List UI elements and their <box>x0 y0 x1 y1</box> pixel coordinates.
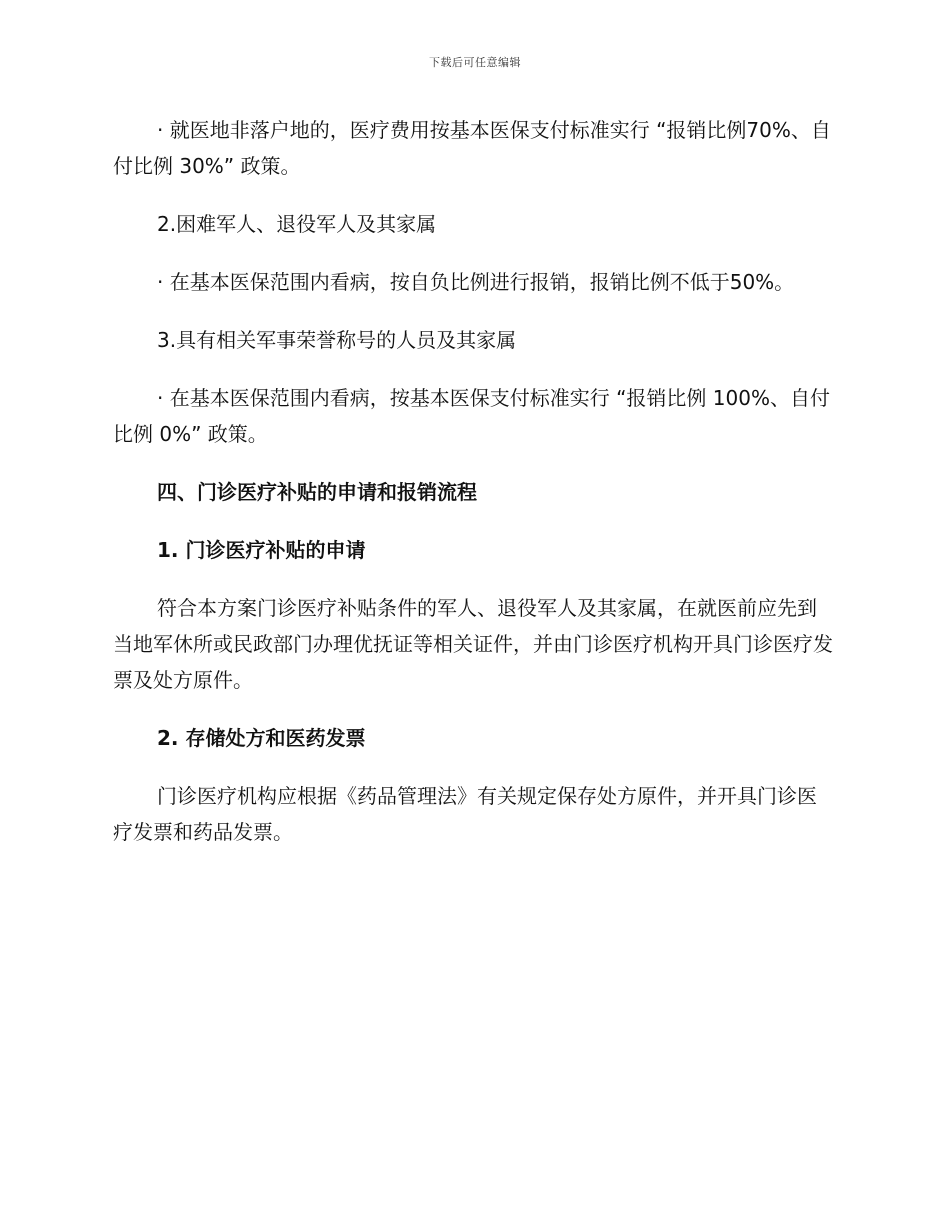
paragraph-store-prescriptions: 门诊医疗机构应根据《药品管理法》有关规定保存处方原件，并开具门诊医疗发票和药品发票。 <box>113 784 817 844</box>
section-heading-application-process: 四、门诊医疗补贴的申请和报销流程 <box>157 480 477 504</box>
document-body <box>113 112 833 872</box>
paragraph-needy-reimbursement: · 在基本医保范围内看病，按自负比例进行报销，报销比例不低于50%。 <box>157 270 795 294</box>
paragraph-honor-reimbursement: · 在基本医保范围内看病，按基本医保支付标准实行 “报销比例 100%、自付比例 0%” 政策。 <box>113 386 830 446</box>
subheading-application: 1. 门诊医疗补贴的申请 <box>157 538 366 562</box>
page-header: 下载后可任意编辑 <box>429 56 521 69</box>
heading-honor-title-holders: 3.具有相关军事荣誉称号的人员及其家属 <box>157 328 517 352</box>
heading-needy-soldiers: 2.困难军人、退役军人及其家属 <box>157 212 437 236</box>
paragraph-application: 符合本方案门诊医疗补贴条件的军人、退役军人及其家属，在就医前应先到当地军休所或民政部门办理优抚证等相关证件，并由门诊医疗机构开具门诊医疗发票及处方原件。 <box>113 596 833 692</box>
subheading-store-prescriptions: 2. 存储处方和医药发票 <box>157 726 366 750</box>
paragraph-nonlocal-reimbursement: · 就医地非落户地的，医疗费用按基本医保支付标准实行 “报销比例70%、自付比例 30%” 政策。 <box>113 118 831 178</box>
